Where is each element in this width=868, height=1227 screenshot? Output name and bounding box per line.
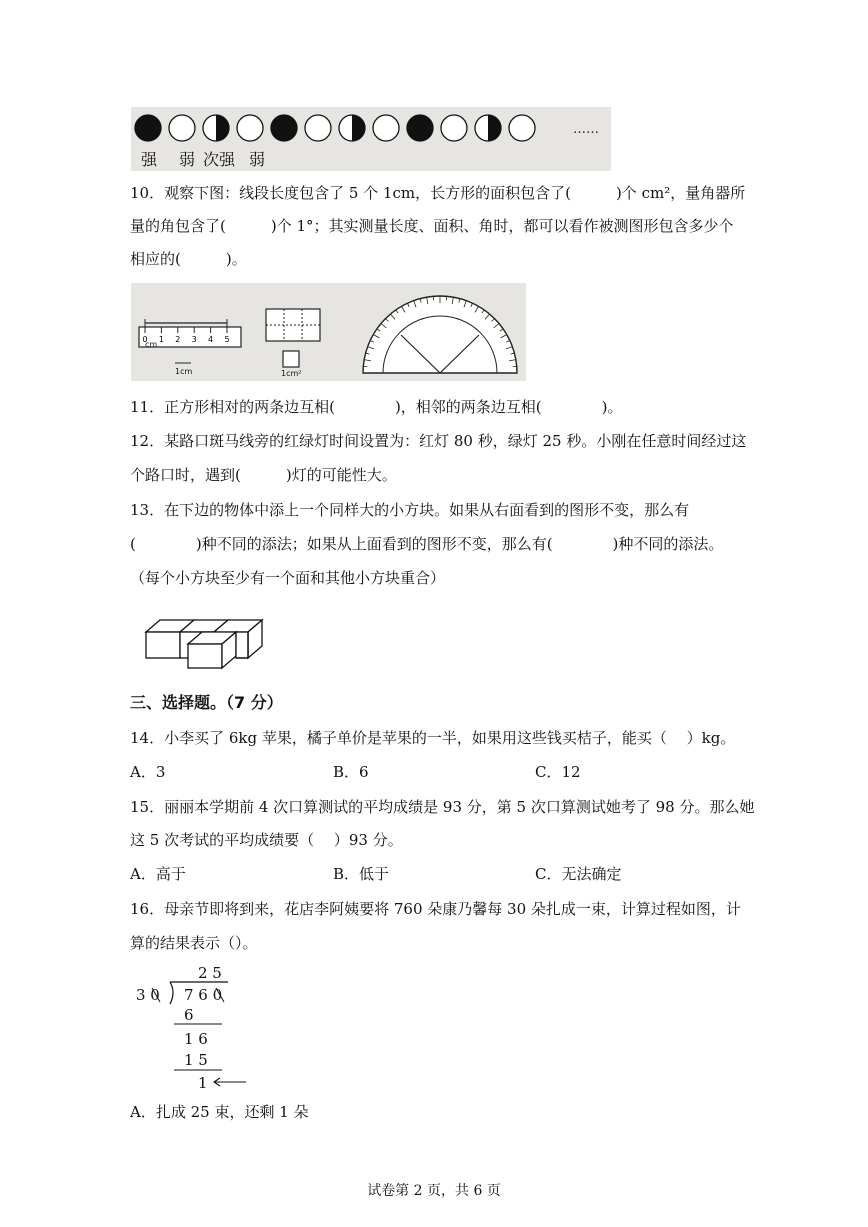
moon-empty-7 <box>373 115 399 141</box>
division-divisor: 3 0 <box>136 986 160 1004</box>
division-quotient: 2 5 <box>198 964 222 982</box>
ruler-tick-label: 3 <box>191 335 197 344</box>
moon-empty-11 <box>509 115 535 141</box>
moon-empty-9 <box>441 115 467 141</box>
q10-line2: 量的角包含了( )个 1°；其实测量长度、面积、角时，都可以看作被测图形包含多少个 <box>130 217 734 235</box>
q10-line3: 相应的( )。 <box>130 250 247 268</box>
q13-line2: ( )种不同的添法；如果从上面看到的图形不变，那么有( )种不同的添法。 <box>130 535 724 553</box>
moon-half-6 <box>339 115 365 141</box>
division-dividend: 7 6 0 <box>184 986 223 1004</box>
long-division-lines <box>130 962 260 1092</box>
q14-option-a[interactable]: A．3 <box>130 763 166 781</box>
ruler-tick-label: 5 <box>224 335 230 344</box>
moon-label-strong: 强 <box>141 150 158 169</box>
moon-label-weak-2: 弱 <box>249 150 266 169</box>
moon-empty-3 <box>237 115 263 141</box>
moon-label-weak: 弱 <box>179 150 196 169</box>
q11-text: 11．正方形相对的两条边互相( )，相邻的两条边互相( )。 <box>130 398 623 416</box>
unit-square <box>283 351 299 367</box>
q13-line3: （每个小方块至少有一个面和其他小方块重合） <box>130 569 446 587</box>
measurement-figure <box>131 283 526 381</box>
q16-option-a[interactable]: A．扎成 25 束，还剩 1 朵 <box>130 1103 309 1121</box>
ruler-tick-label: 1 <box>158 335 164 344</box>
page-footer: 试卷第 2 页，共 6 页 <box>367 1183 501 1199</box>
division-step3: 1 5 <box>184 1051 208 1069</box>
moon-label-secondary-strong: 次强 <box>203 150 236 169</box>
moon-full-4 <box>271 115 297 141</box>
q15-line2: 这 5 次考试的平均成绩要（ ）93 分。 <box>130 831 403 849</box>
q16-line2: 算的结果表示（）。 <box>130 934 258 952</box>
cube-stack-figure <box>140 610 270 672</box>
q12-line2: 个路口时，遇到( )灯的可能性大。 <box>130 466 397 484</box>
ruler-tick-label: 0 <box>142 335 148 344</box>
moon-phase-figure <box>131 107 611 171</box>
q14-option-b[interactable]: B．6 <box>333 763 369 781</box>
q16-line1: 16．母亲节即将到来，花店李阿姨要将 760 朵康乃馨每 30 朵扎成一束，计算过程如图，计 <box>130 900 741 918</box>
q14-text: 14．小李买了 6kg 苹果，橘子单价是苹果的一半，如果用这些钱买桔子，能买（ ）kg。 <box>130 729 736 747</box>
q15-line1: 15．丽丽本学期前 4 次口算测试的平均成绩是 93 分，第 5 次口算测试她考了 98 分。那么她 <box>130 798 755 816</box>
q10-line1: 10．观察下图：线段长度包含了 5 个 1cm，长方形的面积包含了( )个 cm²，量角器所 <box>130 184 746 202</box>
q15-option-a[interactable]: A．高于 <box>130 865 186 883</box>
division-step1: 6 <box>184 1006 194 1024</box>
q13-line1: 13．在下边的物体中添上一个同样大的小方块。如果从右面看到的图形不变，那么有 <box>130 501 690 519</box>
protractor <box>363 296 517 373</box>
q14-option-c[interactable]: C．12 <box>535 763 581 781</box>
moon-ellipsis: …… <box>573 122 599 137</box>
q12-line1: 12．某路口斑马线旁的红绿灯时间设置为：红灯 80 秒，绿灯 25 秒。小刚在任意时间经过这 <box>130 432 747 450</box>
moon-full-8 <box>407 115 433 141</box>
q15-option-c[interactable]: C．无法确定 <box>535 865 622 883</box>
moon-half-2 <box>203 115 229 141</box>
moon-full-0 <box>135 115 161 141</box>
moon-empty-5 <box>305 115 331 141</box>
section-3-heading: 三、选择题。（7 分） <box>130 693 283 712</box>
ruler-tick-label: 4 <box>208 335 214 344</box>
label-1cm: 1cm <box>175 367 193 376</box>
long-division <box>130 962 260 1092</box>
q15-option-b[interactable]: B．低于 <box>333 865 390 883</box>
moon-half-10 <box>475 115 501 141</box>
ruler-tick-label: 2 <box>175 335 181 344</box>
label-1cm2: 1cm² <box>281 369 302 378</box>
division-step2: 1 6 <box>184 1030 208 1048</box>
moon-empty-1 <box>169 115 195 141</box>
division-remainder: 1 <box>198 1074 208 1092</box>
ruler-unit-label: cm <box>145 340 158 349</box>
